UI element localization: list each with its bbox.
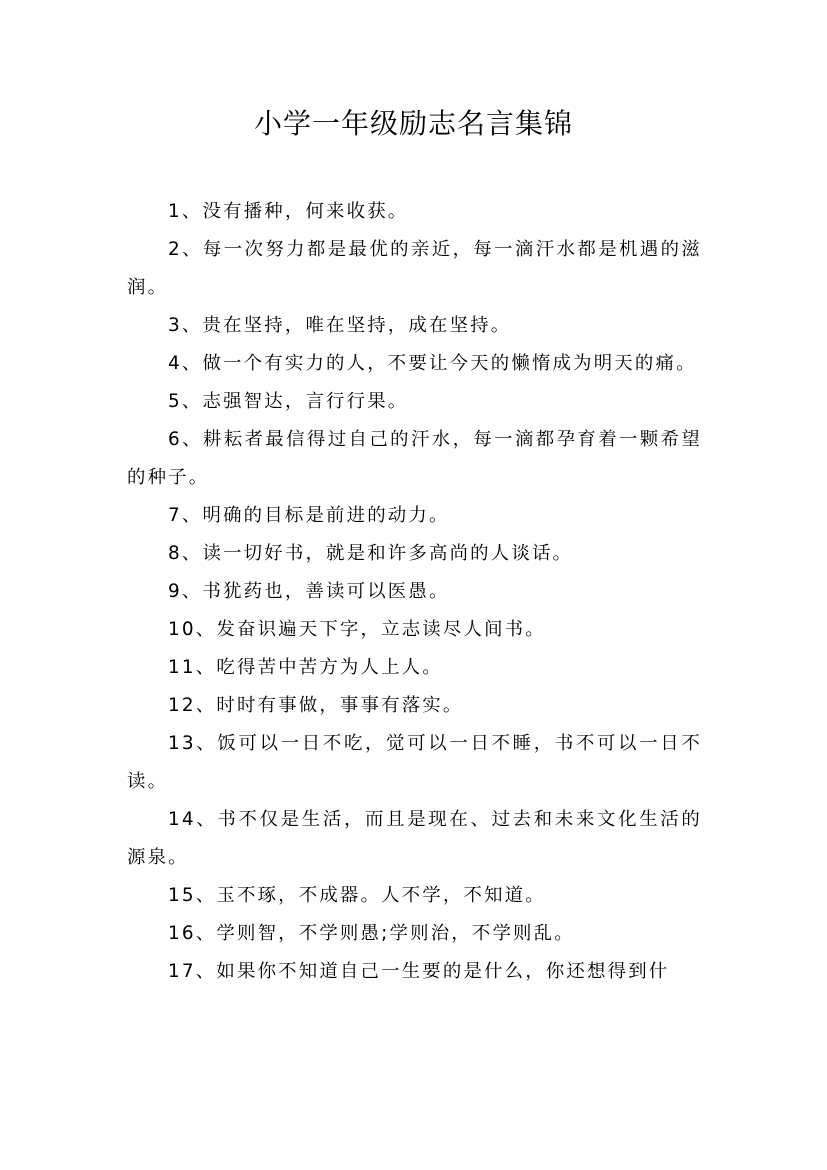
quote-item: 17、如果你不知道自己一生要的是什么，你还想得到什 (168, 961, 670, 982)
quote-list (127, 193, 702, 991)
quote-item: 4、做一个有实力的人，不要让今天的懒惰成为明天的痛。 (168, 353, 697, 374)
quote-item: 13、饭可以一日不吃，觉可以一日不睡，书不可以一日不读。 (127, 733, 702, 792)
quote-item: 8、读一切好书，就是和许多高尚的人谈话。 (168, 543, 574, 564)
quote-item: 12、时时有事做，事事有落实。 (168, 695, 464, 716)
quote-item: 11、吃得苦中苦方为人上人。 (168, 657, 443, 678)
quote-item: 7、明确的目标是前进的动力。 (168, 505, 450, 526)
quote-item: 14、书不仅是生活，而且是现在、过去和未来文化生活的源泉。 (127, 809, 702, 868)
quote-item: 16、学则智，不学则愚;学则治，不学则乱。 (168, 923, 575, 944)
quote-item: 9、书犹药也，善读可以医愚。 (168, 581, 450, 602)
quote-item: 5、志强智达，言行行果。 (168, 391, 409, 412)
quote-item: 15、玉不琢，不成器。人不学，不知道。 (168, 885, 546, 906)
quote-item: 1、没有播种，何来收获。 (168, 201, 409, 222)
quote-item: 10、发奋识遍天下字，立志读尽人间书。 (168, 619, 546, 640)
quote-item: 2、每一次努力都是最优的亲近，每一滴汗水都是机遇的滋润。 (127, 239, 702, 298)
quote-item: 3、贵在坚持，唯在坚持，成在坚持。 (168, 315, 512, 336)
document-title: 小学一年级励志名言集锦 (253, 107, 573, 140)
quote-item: 6、耕耘者最信得过自己的汗水，每一滴都孕育着一颗希望的种子。 (127, 429, 702, 488)
